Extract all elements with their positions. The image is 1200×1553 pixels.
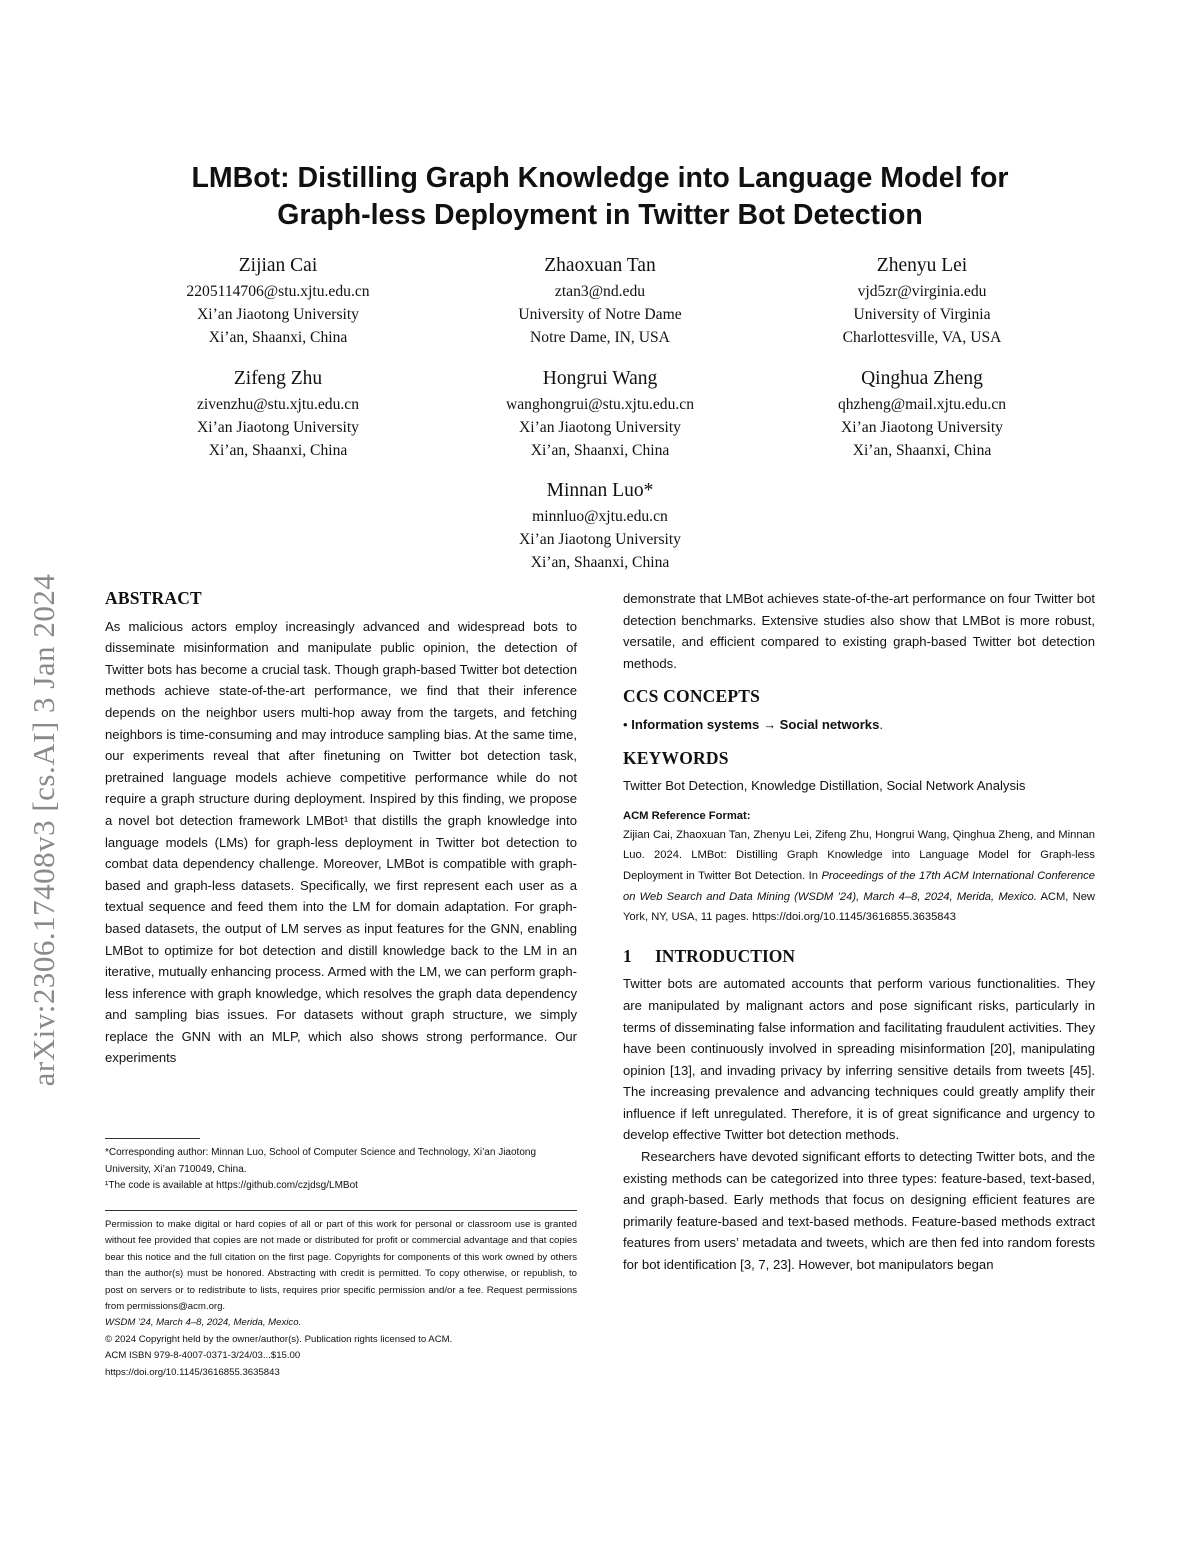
author-name: Zijian Cai (238, 255, 318, 276)
reference-format-text (623, 825, 1095, 928)
arxiv-identifier-stamp: arXiv:2306.17408v3 [cs.AI] 3 Jan 2024 (26, 573, 61, 1087)
ccs-period: . (879, 716, 884, 732)
author-name: Zifeng Zhu (233, 368, 323, 389)
introduction-paragraph-1: Twitter bots are automated accounts that perform various functionalities. They are manipulated by malignant actors and pose significant risks, particularly in terms of disseminating false information and facilitating fraudulent activities. They have been continuously involved in spreading misinformation [20], manipulating opinion [13], and invading privacy by inferring sensitive details from tweets [45]. The increasing prevalence and advancing techniques could greatly amplify their influence if left unregulated. Therefore, it is of great significance and urgency to develop effective Twitter bot detection methods. (623, 976, 1095, 1143)
reference-publisher-doi: ACM, New York, NY, USA, 11 pages. https://doi.org/10.1145/3616855.3635843 (623, 890, 1095, 924)
permission-text: Permission to make digital or hard copies of all or part of this work for personal or classroom use is granted without fee provided that copies are not made or distributed for profit or commercial advantage and that copies bear this notice and the full citation on the first page. Copyrights for components of this work owned by others than the author(s) must be honored. Abstracting with credit is permitted. To copy otherwise, or republish, to post on servers or to redistribute to lists, requires prior specific permission and/or a fee. Request permissions from permissions@acm.org. (105, 1219, 577, 1313)
author-affiliation: Xi’an Jiaotong University (519, 419, 681, 436)
author-block (420, 478, 780, 574)
author-block (742, 253, 1102, 349)
author-email[interactable]: minnluo@xjtu.edu.cn (532, 508, 668, 525)
author-email[interactable]: zivenzhu@stu.xjtu.edu.cn (196, 396, 360, 413)
permission-isbn: ACM ISBN 979-8-4007-0371-3/24/03...$15.00 (105, 1350, 301, 1362)
author-location: Xi’an, Shaanxi, China (208, 329, 348, 346)
author-email[interactable]: qhzheng@mail.xjtu.edu.cn (837, 396, 1007, 413)
keywords-text: Twitter Bot Detection, Knowledge Distillation, Social Network Analysis (623, 778, 1026, 794)
ccs-subconcept: Social networks (779, 716, 880, 732)
permission-rule (105, 1210, 577, 1211)
author-block (420, 253, 780, 349)
author-affiliation: Xi’an Jiaotong University (197, 419, 359, 436)
permission-venue: WSDM ’24, March 4–8, 2024, Merida, Mexico. (105, 1317, 302, 1329)
title-line-1: LMBot: Distilling Graph Knowledge into Language Model for (191, 162, 1009, 194)
author-email[interactable]: 2205114706@stu.xjtu.edu.cn (186, 283, 370, 300)
paper-title (100, 160, 1100, 234)
title-line-2: Graph-less Deployment in Twitter Bot Detection (277, 199, 923, 231)
author-block (742, 366, 1102, 462)
footnotes (105, 1138, 577, 1195)
section-title: INTRODUCTION (655, 945, 796, 966)
author-affiliation: Xi’an Jiaotong University (197, 306, 359, 323)
author-affiliation: University of Virginia (853, 306, 991, 323)
author-name: Hongrui Wang (542, 368, 658, 389)
author-location: Notre Dame, IN, USA (530, 329, 670, 346)
footnote-corresponding-author: *Corresponding author: Minnan Luo, School of Computer Science and Technology, Xi’an Jiaotong University, Xi’an 710049, China. (105, 1147, 537, 1175)
reference-format-heading: ACM Reference Format: (623, 809, 751, 822)
permission-copyright: © 2024 Copyright held by the owner/author(s). Publication rights licensed to ACM. (105, 1333, 453, 1345)
right-column (623, 588, 1095, 1276)
introduction-paragraph-2: Researchers have devoted significant efforts to detecting Twitter bots, and the existing methods can be categorized into three types: feature-based, text-based, and graph-based. Early methods that focus on designing efficient features are primarily feature-based and text-based methods. Feature-based methods extract features from users’ metadata and tweets, which are then fed into random forests for bot identification [3, 7, 23]. However, bot manipulators began (623, 1149, 1095, 1273)
permission-block (105, 1210, 577, 1381)
ccs-arrow: → (762, 716, 777, 732)
author-email[interactable]: ztan3@nd.edu (554, 283, 646, 300)
author-affiliation: Xi’an Jiaotong University (841, 419, 1003, 436)
author-location: Xi’an, Shaanxi, China (530, 554, 670, 571)
author-block (98, 366, 458, 462)
abstract-text: As malicious actors employ increasingly advanced and widespread bots to disseminate misinformation and manipulate public opinion, the detection of Twitter bots has become a crucial task. Though graph-based Twitter bot detection methods achieve state-of-the-art performance, we find that their inference depends on the neighbor users multi-hop away from the targets, and fetching neighbors is time-consuming and may introduce sampling bias. At the same time, our experiments reveal that after finetuning on Twitter bot detection task, pretrained language models achieve competitive performance while do not require a graph structure during deployment. Inspired by this finding, we propose a novel bot detection framework LMBot¹ that distills the graph knowledge into language models (LMs) for graph-less deployment in Twitter bot detection to combat data dependency challenge. Moreover, LMBot is compatible with graph-based and graph-less datasets. Specifically, we first represent each user as a textual sequence and feed them into the LM for domain adaptation. For graph-based datasets, the output of LM serves as input features for the GNN, enabling LMBot to optimize for bot detection and distill knowledge back to the LM in an iterative, mutually enhancing process. Armed with the LM, we can perform graph-less inference with graph knowledge, which resolves the graph data dependency and sampling bias issues. For datasets without graph structure, we simply replace the GNN with an MLP, which also shows strong performance. Our experiments (105, 618, 577, 1066)
introduction-heading (623, 946, 1095, 968)
author-block (420, 366, 780, 462)
author-name: Qinghua Zheng (861, 368, 983, 389)
abstract-heading: ABSTRACT (105, 588, 202, 608)
ccs-heading: CCS CONCEPTS (623, 686, 761, 707)
author-name: Zhaoxuan Tan (544, 255, 656, 276)
author-location: Xi’an, Shaanxi, China (530, 442, 670, 459)
author-location: Xi’an, Shaanxi, China (852, 442, 992, 459)
keywords-heading: KEYWORDS (623, 747, 729, 768)
author-affiliation: Xi’an Jiaotong University (519, 531, 681, 548)
ccs-bullet: • (623, 716, 628, 732)
section-number: 1 (623, 945, 632, 966)
abstract-continued: demonstrate that LMBot achieves state-of-the-art performance on four Twitter bot detection benchmarks. Extensive studies also show that LMBot is more robust, versatile, and efficient compared to existing graph-based Twitter bot detection methods. (623, 591, 1095, 671)
author-affiliation: University of Notre Dame (518, 306, 682, 323)
ccs-concepts (623, 714, 1095, 736)
author-email[interactable]: wanghongrui@stu.xjtu.edu.cn (505, 396, 695, 413)
footnote-code-link[interactable]: ¹The code is available at https://github.com/czjdsg/LMBot (105, 1180, 358, 1191)
author-block (98, 253, 458, 349)
reference-proceedings: Proceedings of the 17th ACM International Conference on Web Search and Data Mining (WSDM ’24), March 4–8, 2024, Merida, Mexico. (623, 869, 1095, 903)
ccs-concept: Information systems (631, 716, 760, 732)
author-email[interactable]: vjd5zr@virginia.edu (857, 283, 987, 300)
author-name: Minnan Luo* (546, 480, 654, 501)
author-name: Zhenyu Lei (876, 255, 968, 276)
left-column (105, 588, 577, 1069)
permission-doi[interactable]: https://doi.org/10.1145/3616855.3635843 (105, 1366, 280, 1378)
author-location: Xi’an, Shaanxi, China (208, 442, 348, 459)
footnote-rule (105, 1138, 200, 1139)
author-location: Charlottesville, VA, USA (842, 329, 1002, 346)
reference-authors-title: Zijian Cai, Zhaoxuan Tan, Zhenyu Lei, Zifeng Zhu, Hongrui Wang, Qinghua Zheng, and Minnan Luo. 2024. LMBot: Distilling Graph Knowledge into Language Model for Graph-less Deployment in Twitter Bot Detection. In (623, 828, 1095, 882)
